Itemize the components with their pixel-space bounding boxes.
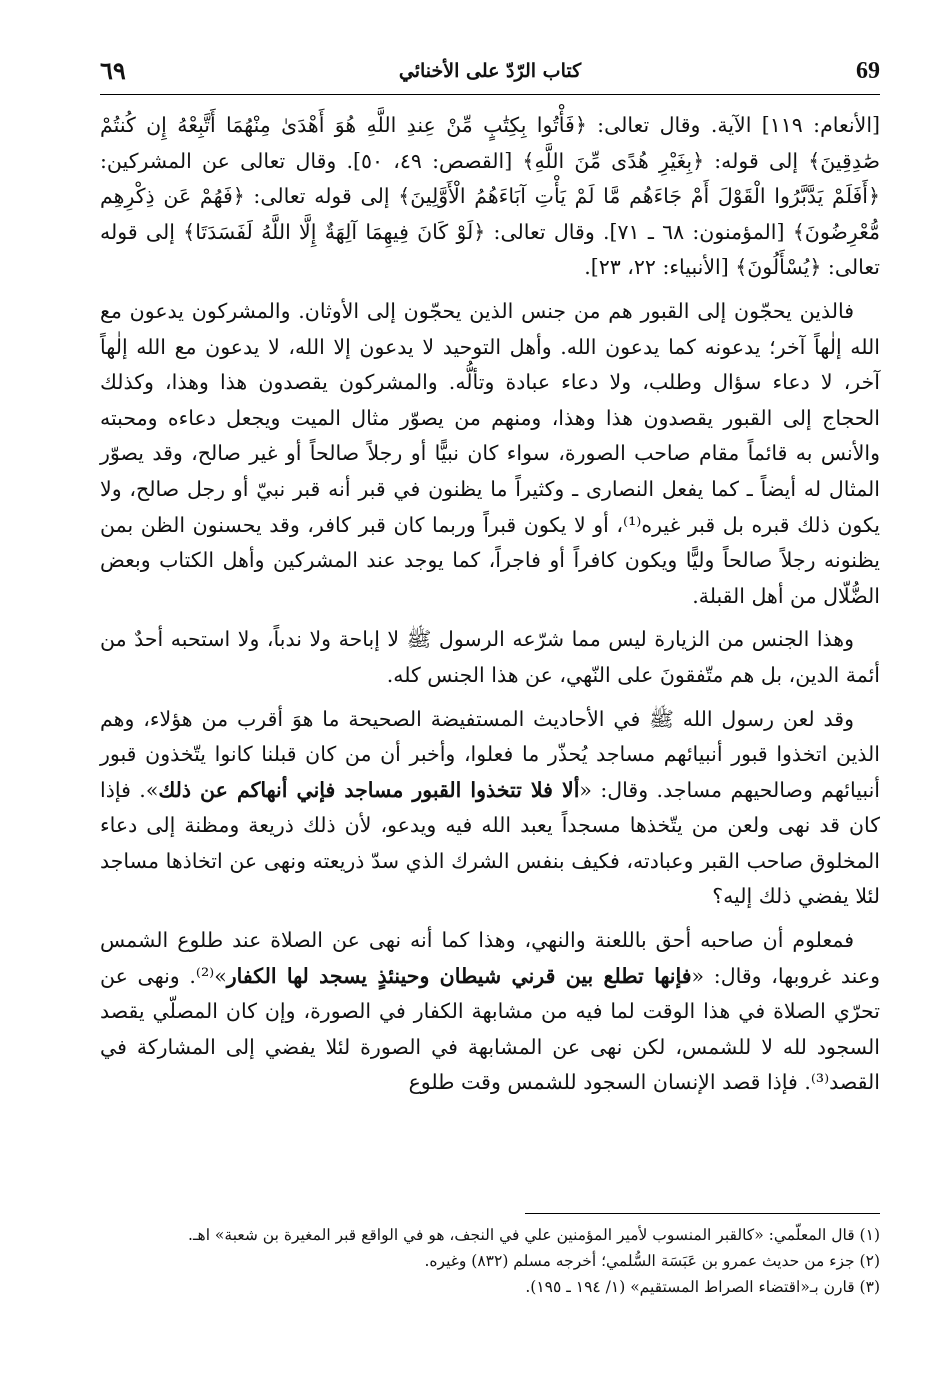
footnote: (٢) جزء من حديث عمرو بن عَبَسَة السُّلمي؛ أخرجه مسلم (٨٣٢) وغيره. [424,1252,880,1270]
footnote-divider [525,1213,880,1214]
book-title: كتاب الرّدّ على الأخنائي [398,60,582,82]
paragraph-text: »⁽²⁾. ونهى عن تحرّي الصلاة في هذا الوقت لما فيه من مشابهة الكفار في الصورة، وإن كان المصلّي يقصد السجود لله لا للشمس، لكن نهى عن المشابهة في الصورة لئلا يفضي إلى المشاركة في القصد⁽³⁾. فإذا قصد الإنسان السجود للشمس وقت طلوع [100,963,880,1095]
paragraph-sun-prayer [100,923,880,1101]
paragraph-text: فمعلوم أن صاحبه أحق باللعنة والنهي، وهذا كما أنه نهى عن الصلاة عند طلوع الشمس وعند غروبها، وقال: « [100,928,880,988]
main-text [100,108,880,1101]
paragraph-grave-pilgrims: فالذين يحجّون إلى القبور هم من جنس الذين يحجّون إلى الأوثان. والمشركون يدعون مع الله إلٰهاً آخر؛ يدعونه كما يدعون الله. وأهل التوحيد لا يدعون إلا الله، لا يدعون مع الله إلٰهاً آخر، لا دعاء سؤال وطلب، ولا دعاء عبادة وتألُّه. والمشركون يقصدون هذا وهذا، وكذلك الحجاج إلى القبور يقصدون هذا وهذا، ومنهم من يصوّر مثال الميت ويجعل دعاءه ومحبته والأنس به قائماً مقام صاحب الصورة، سواء كان نبيًّا أو رجلاً صالحاً أو غير صالح، وقد يصوّر المثال له أيضاً ـ كما يفعل النصارى ـ وكثيراً ما يظنون في قبر أنه قبر نبيّ أو رجل صالح، ولا يكون ذلك قبره بل قبر غيره⁽¹⁾، أو لا يكون قبراً وربما كان قبر كافر، وقد يحسنون الظن بمن يظنونه رجلاً صالحاً وليًّا ويكون كافراً أو فاجراً، كما يوجد عند المشركين وأهل الكتاب وبعض الضُّلّال من أهل القبلة. [100,298,880,608]
header-divider [100,94,880,95]
hadith-quote: فإنها تطلع بين قرني شيطان وحينئذٍ يسجد لها الكفار [226,963,692,988]
page-number-latin: 69 [856,58,880,84]
paragraph-text: وقد لعن رسول الله ﷺ في الأحاديث المستفيضة الصحيحة ما هوَ أقرب من هؤلاء، وهم الذين اتخذوا قبور أنبيائهم مساجد يُحذّر ما فعلوا، وأخبر أن من كان قبلنا كانوا يتّخذون قبور أنبيائهم وصالحيهم مساجد. وقال: « [100,706,880,802]
paragraph-quran-citations: [الأنعام: ١١٩] الآية. وقال تعالى: ﴿فَأْتُوا بِكِتَٰبٍ مِّنْ عِندِ اللَّهِ هُوَ أَهْدَىٰ مِنْهُمَا أَتَّبِعْهُ إِن كُنتُمْ صَٰدِقِينَ﴾ إلى قوله: ﴿بِغَيْرِ هُدًى مِّنَ اللَّهِ﴾ [القصص: ٤٩، ٥٠]. وقال تعالى عن المشركين: ﴿أَفَلَمْ يَدَّبَّرُوا الْقَوْلَ أَمْ جَاءَهُم مَّا لَمْ يَأْتِ آبَاءَهُمُ الْأَوَّلِينَ﴾ إلى قوله تعالى: ﴿فَهُمْ عَن ذِكْرِهِم مُّعْرِضُونَ﴾ [المؤمنون: ٦٨ ـ ٧١]. وقال تعالى: ﴿لَوْ كَانَ فِيهِمَا آلِهَةٌ إِلَّا اللَّهُ لَفَسَدَتَا﴾ إلى قوله تعالى: ﴿يُسْأَلُونَ﴾ [الأنبياء: ٢٢، ٢٣]. [100,113,881,280]
hadith-quote: ألا فلا تتخذوا القبور مساجد فإني أنهاكم عن ذلك [158,777,580,802]
page-number-arabic: ٦٩ [100,56,126,85]
paragraph-text: ». فإذا كان قد نهى ولعن من يتّخذها مسجداً يعبد الله فيه ويدعو، لأن ذلك ذريعة ومظنة إلى دعاء المخلوق صاحب القبر وعبادته، فكيف بنفس الشرك الذي سدّ ذريعته ونهى عن اتخاذها مساجد لئلا يفضي ذلك إليه؟ [100,777,880,909]
page-header [100,58,880,90]
footnotes [100,1222,880,1300]
paragraph-curse-hadith [100,702,880,916]
paragraph-visitation: وهذا الجنس من الزيارة ليس مما شرّعه الرسول ﷺ لا إباحة ولا ندباً، ولا استحبه أحدٌ من أئمة الدين، بل هم متّفقونَ على النّهي، عن هذا الجنس كله. [100,627,880,687]
footnote: (٣) قارن بـ«اقتضاء الصراط المستقيم» (١/ ١٩٤ ـ ١٩٥). [525,1278,880,1296]
footnote: (١) قال المعلّمي: «كالقبر المنسوب لأمير المؤمنين علي في النجف، هو في الواقع قبر المغيرة بن شعبة» اهـ. [188,1226,880,1244]
